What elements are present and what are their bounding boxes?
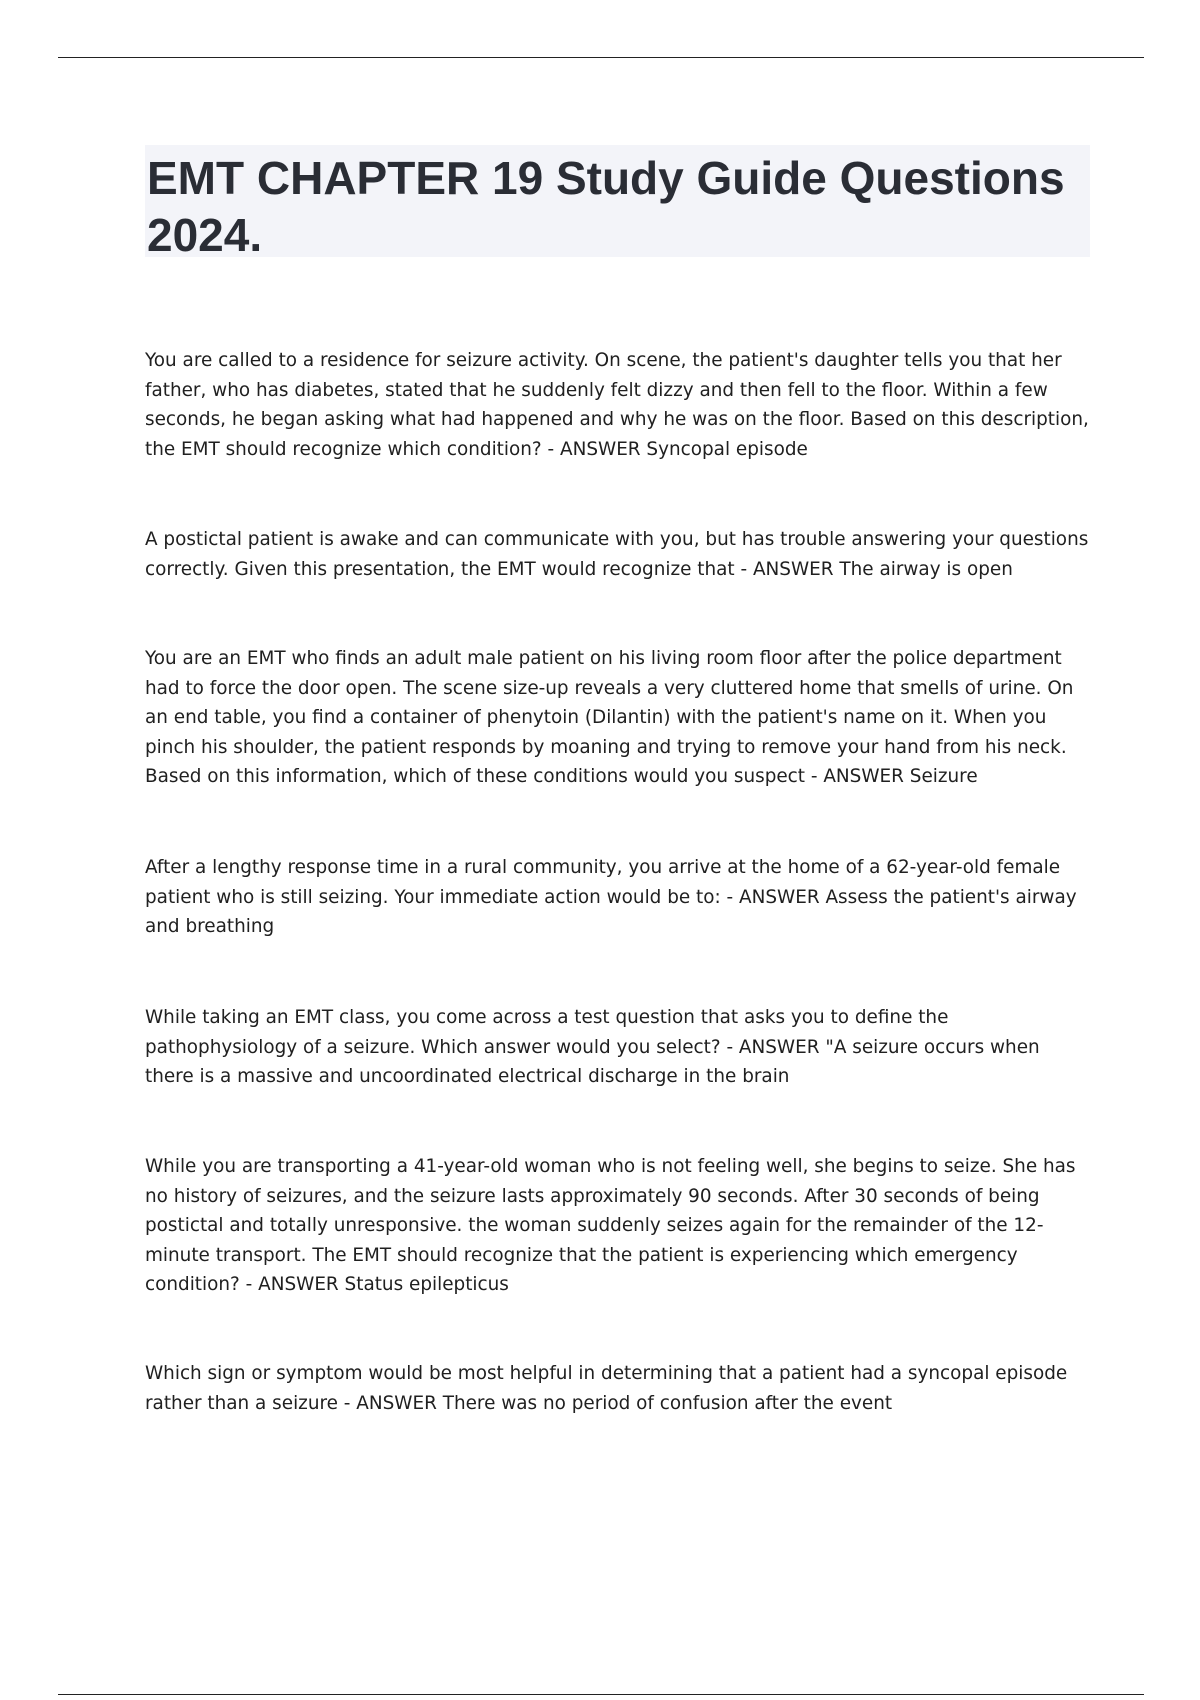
top-rule (58, 57, 1144, 58)
title-banner (145, 145, 1090, 261)
bottom-rule (58, 1694, 1144, 1695)
document-title: EMT CHAPTER 19 Study Guide Questions 2024. (147, 152, 1065, 261)
qa-item: You are called to a residence for seizure activity. On scene, the patient's daughter tells you that her father, who has diabetes, stated that he suddenly felt dizzy and then fell to the floor. Within a few seconds, he began asking what had happened and why he was on the floor. Based on this description, the EMT should recognize which condition? - ANSWER Syncopal episode (145, 350, 1089, 460)
qa-item: While taking an EMT class, you come across a test question that asks you to define the pathophysiology of a seizure. Which answer would you select? - ANSWER "A seizure occurs when there is a massive and uncoordinated electrical discharge in the brain (145, 1007, 1040, 1087)
qa-item: After a lengthy response time in a rural community, you arrive at the home of a 62-year-old female patient who is still seizing. Your immediate action would be to: - ANSWER Assess the patient's airway and breathing (145, 857, 1077, 937)
qa-item: While you are transporting a 41-year-old woman who is not feeling well, she begins to seize. She has no history of seizures, and the seizure lasts approximately 90 seconds. After 30 seconds of being postictal and totally unresponsive. the woman suddenly seizes again for the remainder of the 12-minute transport. The EMT should recognize that the patient is experiencing which emergency condition? - ANSWER Status epilepticus (145, 1156, 1076, 1295)
qa-item: You are an EMT who finds an adult male patient on his living room floor after the police department had to force the door open. The scene size-up reveals a very cluttered home that smells of urine. On an end table, you find a container of phenytoin (Dilantin) with the patient's name on it. When you pinch his shoulder, the patient responds by moaning and trying to remove your hand from his neck. Based on this information, which of these conditions would you suspect - ANSWER Seizure (145, 648, 1074, 787)
qa-item: A postictal patient is awake and can communicate with you, but has trouble answering your questions correctly. Given this presentation, the EMT would recognize that - ANSWER The airway is open (145, 529, 1089, 580)
qa-item: Which sign or symptom would be most helpful in determining that a patient had a syncopal episode rather than a seizure - ANSWER There was no period of confusion after the event (145, 1363, 1068, 1414)
